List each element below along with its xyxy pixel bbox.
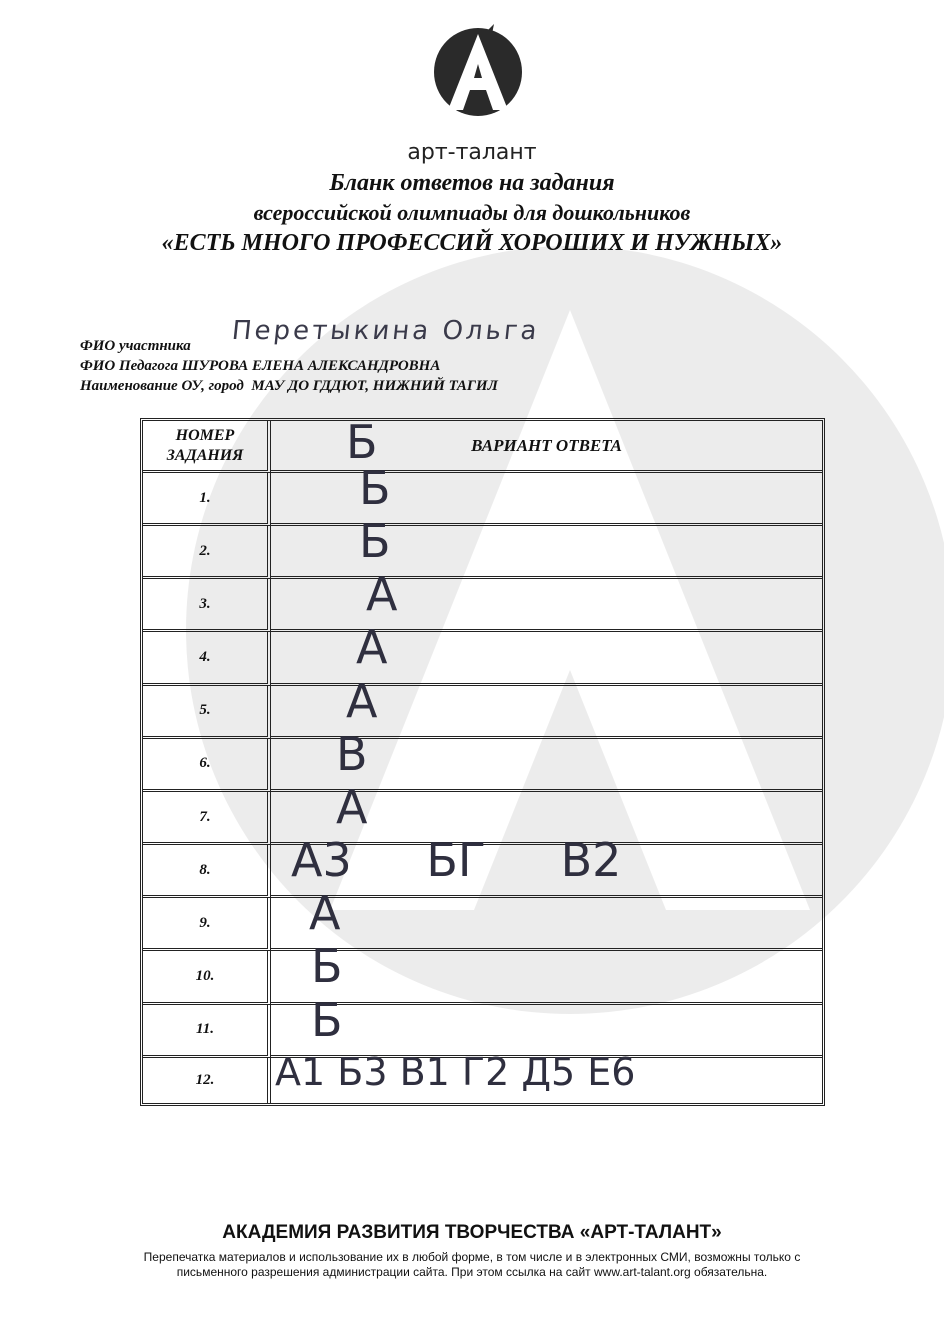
brand-name: арт-талант [407, 140, 537, 165]
table-row [143, 898, 822, 951]
handwritten-answer: Б [311, 939, 343, 994]
table-row [143, 951, 822, 1004]
participant-name-label: ФИО участника [80, 338, 191, 354]
handwritten-answer: А [336, 779, 368, 834]
task-number: 9. [143, 898, 271, 951]
school-row [80, 378, 498, 395]
answer-variant-header [271, 415, 822, 473]
task-number: 2. [143, 526, 271, 579]
task-number: 12. [143, 1058, 271, 1103]
handwritten-answer: А3 БГ В2 [291, 833, 622, 888]
table-row [143, 845, 822, 898]
participant-name-handwritten: Перетыкина Ольга [230, 316, 542, 346]
olympiad-name: «ЕСТЬ МНОГО ПРОФЕССИЙ ХОРОШИХ И НУЖНЫХ» [161, 230, 783, 256]
table-row [143, 473, 822, 526]
form-subtitle: всероссийской олимпиады для дошкольников [253, 200, 691, 225]
task-number: 5. [143, 686, 271, 739]
school-value: МАУ ДО ГДДЮТ, НИЖНИЙ ТАГИЛ [251, 378, 498, 394]
handwritten-answer: Б [311, 992, 343, 1047]
table-row [143, 739, 822, 792]
table-row [143, 1058, 822, 1103]
teacher-value: ШУРОВА ЕЛЕНА АЛЕКСАНДРОВНА [181, 358, 441, 374]
table-row [143, 632, 822, 685]
answer-cell [271, 1049, 822, 1103]
handwritten-answer: А [356, 620, 388, 675]
handwritten-answer: А [366, 567, 398, 622]
task-number: 7. [143, 792, 271, 845]
task-number: 1. [143, 473, 271, 526]
table-row [143, 579, 822, 632]
answer-cell [271, 567, 822, 632]
handwritten-answer: Б [346, 415, 378, 469]
footer-title: АКАДЕМИЯ РАЗВИТИЯ ТВОРЧЕСТВА «АРТ-ТАЛАНТ» [222, 1222, 722, 1243]
answer-cell [271, 461, 822, 526]
task-number: 8. [143, 845, 271, 898]
task-number: 4. [143, 632, 271, 685]
form-title: Бланк ответов на задания [329, 170, 615, 196]
handwritten-answer: А1 Б3 В1 Г2 Д5 Е6 [275, 1049, 636, 1094]
answers-table [140, 415, 825, 1106]
handwritten-answer: А [309, 886, 341, 941]
participant-name-row [80, 338, 191, 355]
answer-variant-header-label: ВАРИАНТ ОТВЕТА [471, 435, 622, 455]
answer-cell [271, 886, 822, 951]
school-label: Наименование ОУ, город [80, 378, 244, 394]
table-header-row [143, 421, 822, 473]
answer-cell [271, 514, 822, 579]
task-number: 10. [143, 951, 271, 1004]
answer-cell [271, 939, 822, 1004]
teacher-row [80, 358, 440, 375]
handwritten-answer: А [346, 673, 378, 728]
handwritten-answer: В [336, 726, 368, 781]
table-row [143, 686, 822, 739]
handwritten-answer: Б [359, 461, 391, 515]
footer-copyright-note: Перепечатка материалов и использование их в любой форме, в том числе и в электронных СМИ, возможны только с письменного разрешения администрации сайта. При этом ссылка на сайт www.art-talant.org обязательна. [143, 1250, 801, 1279]
art-talant-logo-icon [430, 20, 526, 130]
teacher-label: ФИО Педагога [80, 358, 178, 374]
task-number: 11. [143, 1005, 271, 1058]
task-number: 3. [143, 579, 271, 632]
task-number-header: НОМЕР ЗАДАНИЯ [143, 421, 271, 473]
table-row [143, 526, 822, 579]
answer-cell [271, 833, 822, 898]
task-number: 6. [143, 739, 271, 792]
handwritten-answer: Б [359, 514, 391, 569]
